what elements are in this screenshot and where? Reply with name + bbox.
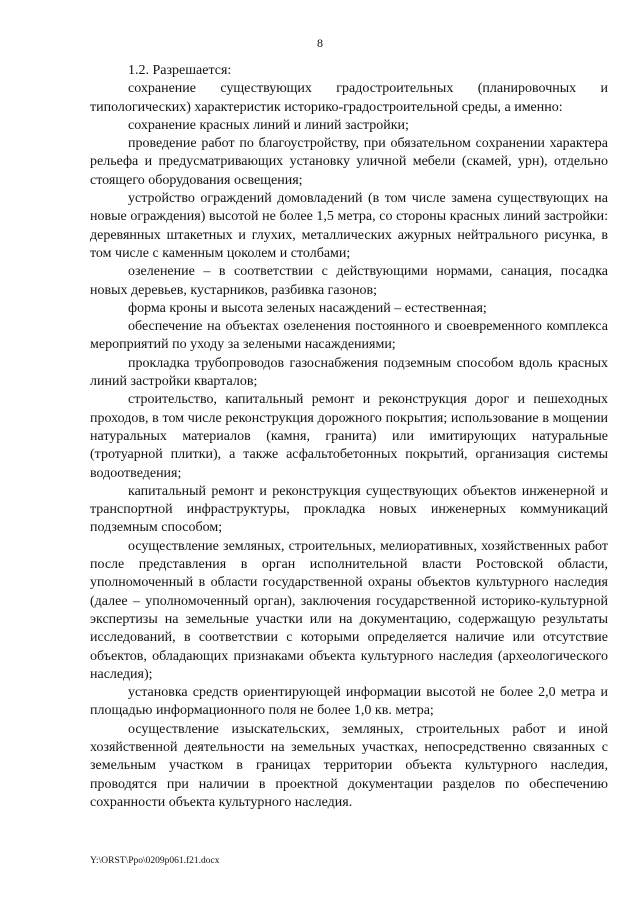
paragraph: устройство ограждений домовладений (в том числе замена существующих на новые ограждения) высотой не более 1,5 метра, со стороны красных линий застройки: деревянных штакетных и глухих, металлических ажурных нейтрального рисунка, в том числе с каменным цоколем и столбами; <box>90 191 608 261</box>
paragraph: озеленение – в соответствии с действующими нормами, санация, посадка новых деревьев, кустарников, разбивка газонов; <box>90 264 608 298</box>
paragraph: установка средств ориентирующей информации высотой не более 2,0 метра и площадью информационного поля не более 1,0 кв. метра; <box>90 685 608 719</box>
document-body <box>90 62 608 812</box>
paragraph: форма кроны и высота зеленых насаждений – естественная; <box>128 300 487 316</box>
paragraph: осуществление земляных, строительных, мелиоративных, хозяйственных работ после представления в орган исполнительной власти Ростовской области, уполномоченный в области государственной охраны объектов культурного наследия (далее – уполномоченный орган), заключения государственной историко-культурной экспертизы на земельные участки или на документацию, содержащую результаты исследований, в соответствии с которыми определяется наличие или отсутствие объектов, обладающих признаками объекта культурного наследия (археологического наследия); <box>90 538 608 682</box>
paragraph: сохранение существующих градостроительных (планировочных и типологических) характеристик историко-градостроительной среды, а именно: <box>90 81 608 115</box>
paragraph: прокладка трубопроводов газоснабжения подземным способом вдоль красных линий застройки кварталов; <box>90 355 608 390</box>
paragraph: капитальный ремонт и реконструкция существующих объектов инженерной и транспортной инфраструктуры, прокладка новых инженерных коммуникаций подземным способом; <box>90 483 608 536</box>
section-heading: 1.2. Разрешается: <box>128 63 232 78</box>
paragraph: строительство, капитальный ремонт и реконструкция дорог и пешеходных проходов, в том числе реконструкция дорожного покрытия; использование в мощении натуральных материалов (камня, гранита) или имитирующих натуральные (тротуарной плитки), а также асфальтобетонных покрытий, организация системы водоотведения; <box>90 392 608 481</box>
paragraph: сохранение красных линий и линий застройки; <box>128 117 409 133</box>
paragraph: осуществление изыскательских, земляных, строительных работ и иной хозяйственной деятельности на земельных участках, непосредственно связанных с земельным участком в границах территории объекта культурного наследия, проводятся при наличии в проектной документации разделов по обеспечению сохранности объекта культурного наследия. <box>90 721 608 810</box>
page-number: 8 <box>317 36 323 50</box>
file-path-footer: Y:\ORST\Ppo\0209p061.f21.docx <box>90 856 220 866</box>
paragraph: проведение работ по благоустройству, при обязательном сохранении характера рельефа и предусматривающих установку уличной мебели (скамей, урн), отдельно стоящего оборудования освещения; <box>90 136 608 188</box>
paragraph: обеспечение на объектах озеленения постоянного и своевременного комплекса мероприятий по уходу за зелеными насаждениями; <box>90 319 608 353</box>
